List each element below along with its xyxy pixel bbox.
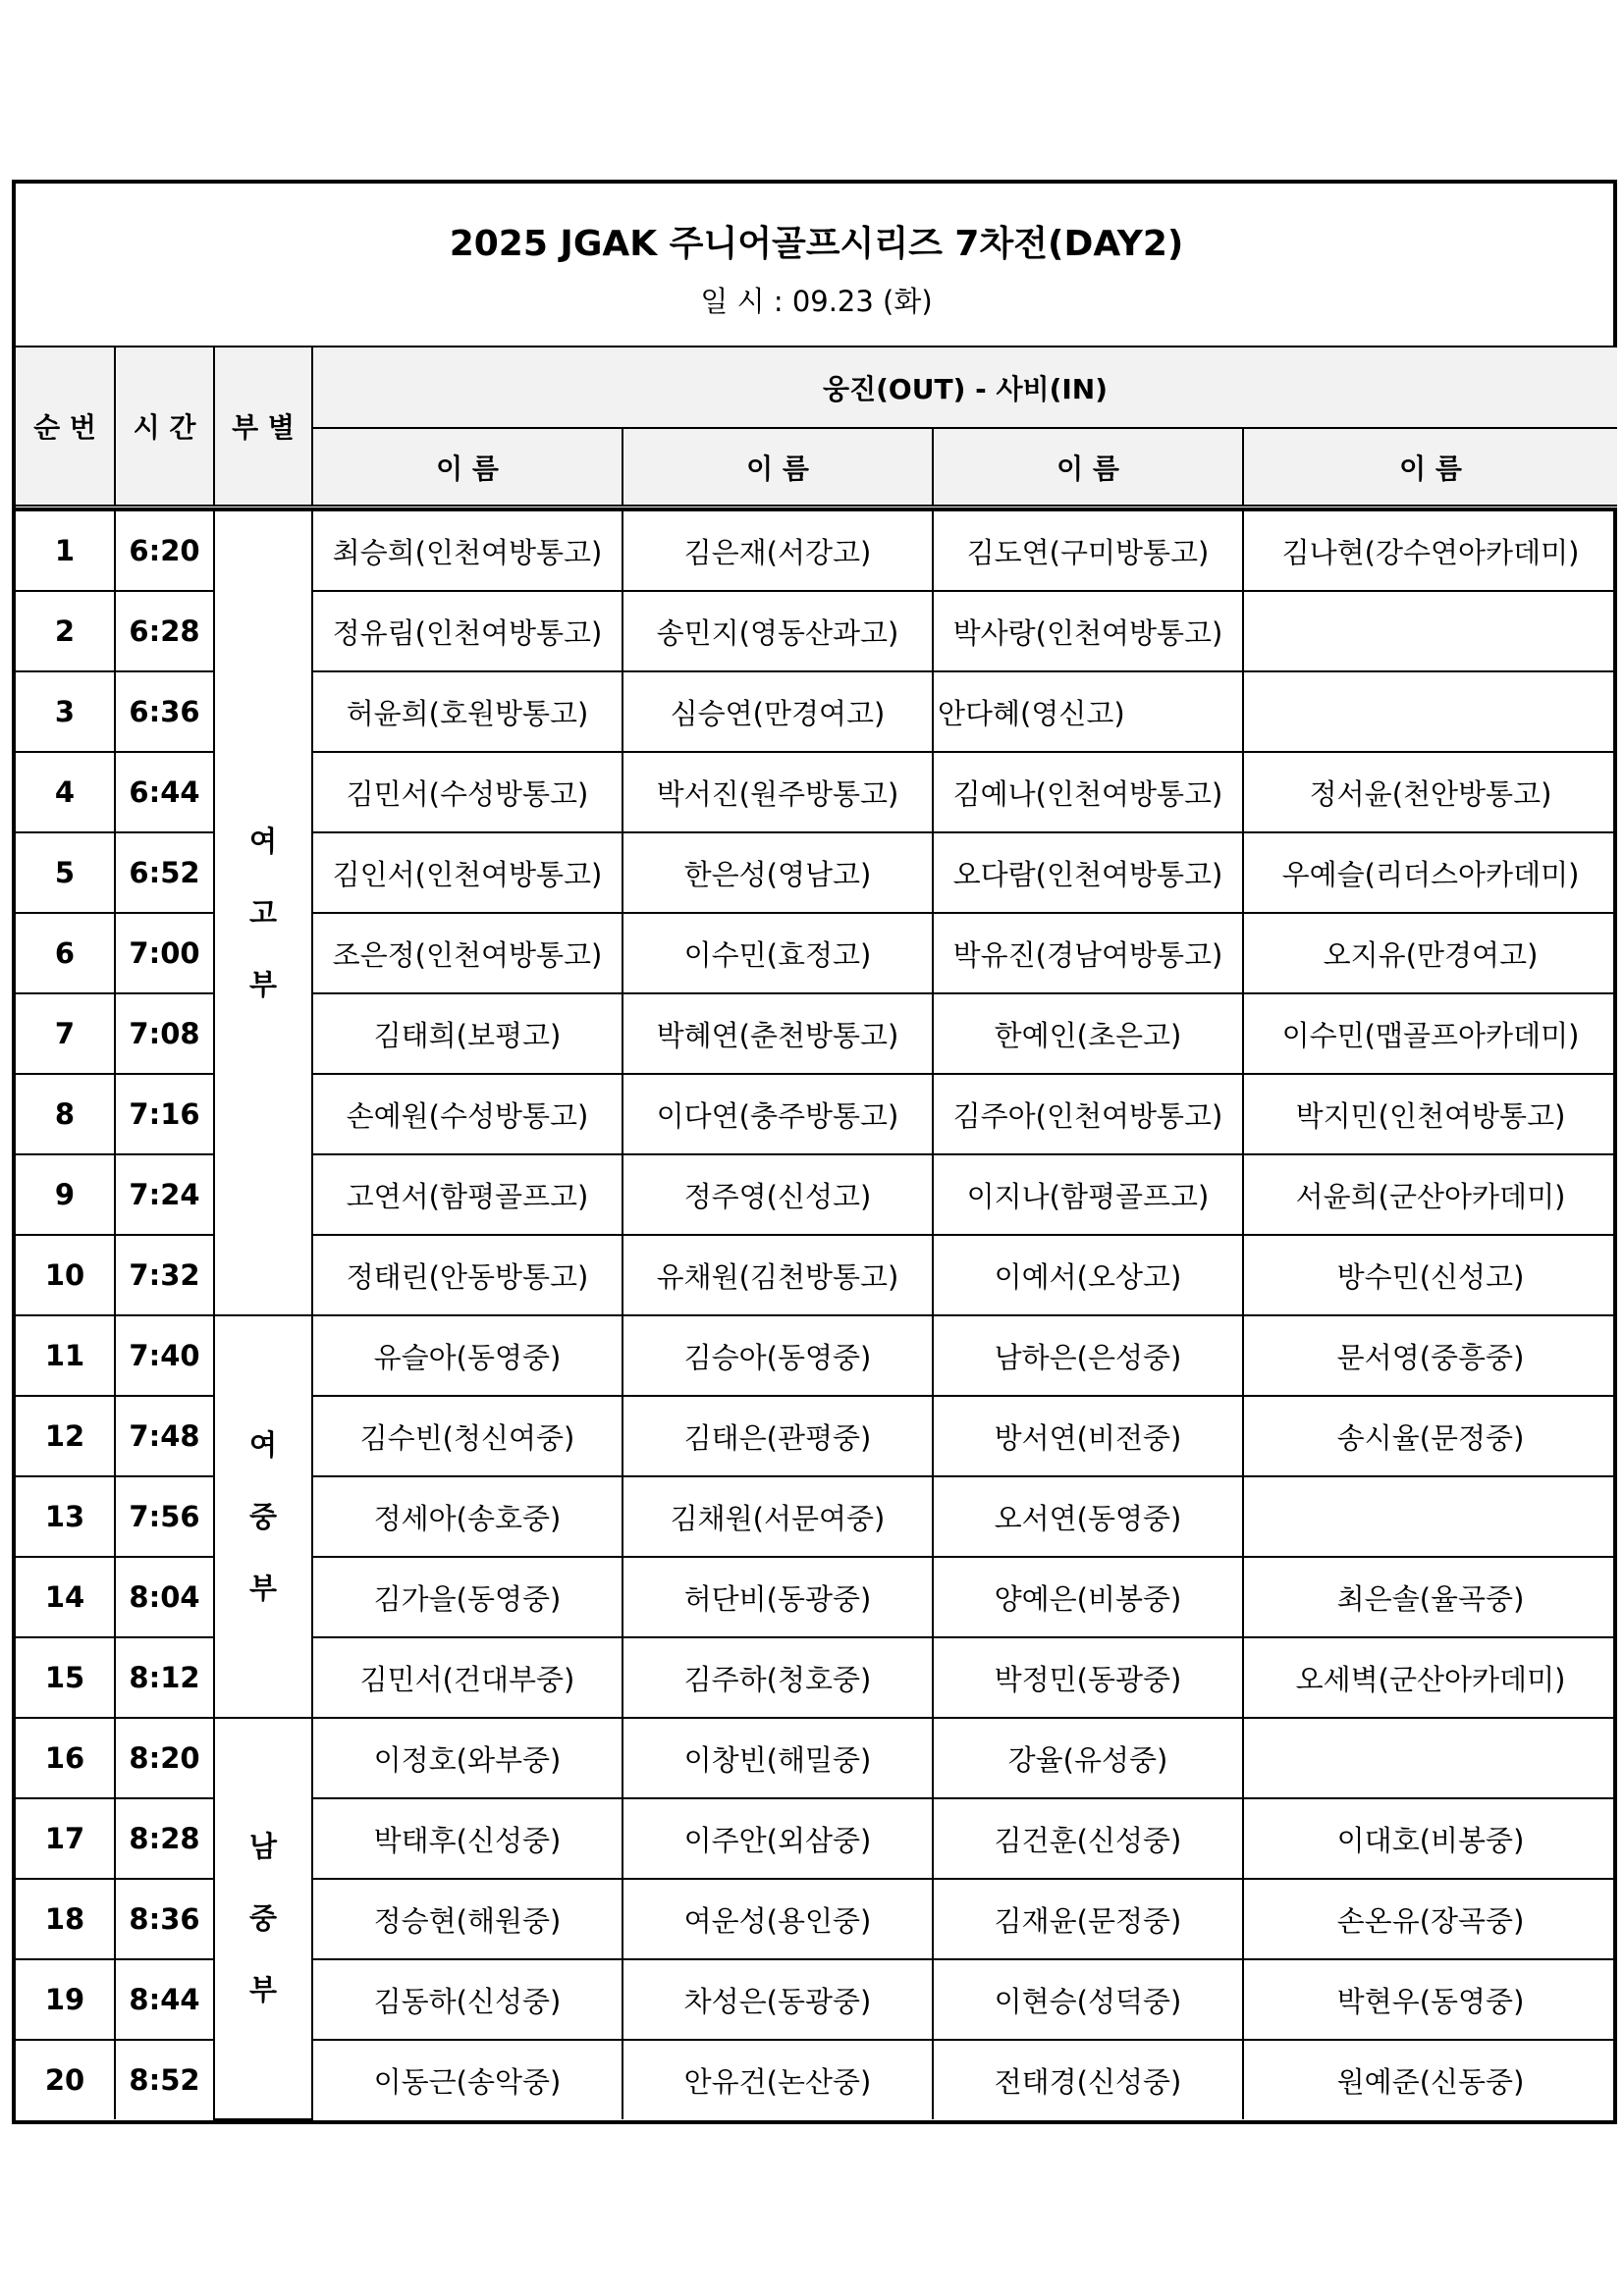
player-name: 김동하(신성중) <box>312 1959 623 2040</box>
tee-time: 7:48 <box>115 1396 214 1476</box>
player-name: 한예인(초은고) <box>933 993 1243 1074</box>
tee-time: 8:12 <box>115 1637 214 1718</box>
order-number: 18 <box>16 1879 115 1959</box>
header-division: 부 별 <box>214 347 312 507</box>
player-name: 송민지(영동산과고) <box>623 591 933 671</box>
player-name: 김인서(인천여방통고) <box>312 832 623 913</box>
player-name: 강율(유성중) <box>933 1718 1243 1798</box>
player-name: 오지유(만경여고) <box>1243 913 1617 993</box>
order-number: 17 <box>16 1798 115 1879</box>
header-name-3: 이 름 <box>933 428 1243 507</box>
player-name: 김나현(강수연아카데미) <box>1243 510 1617 591</box>
division-char: 부 <box>248 1571 277 1605</box>
player-name: 최은솔(율곡중) <box>1243 1557 1617 1637</box>
player-name: 박정민(동광중) <box>933 1637 1243 1718</box>
player-name: 김재윤(문정중) <box>933 1879 1243 1959</box>
player-name: 이수민(효정고) <box>623 913 933 993</box>
tee-time: 7:32 <box>115 1235 214 1315</box>
division-char: 부 <box>248 967 277 1001</box>
player-name: 송시율(문정중) <box>1243 1396 1617 1476</box>
player-name: 이주안(외삼중) <box>623 1798 933 1879</box>
player-name: 차성은(동광중) <box>623 1959 933 2040</box>
player-name <box>1243 671 1617 752</box>
division-char: 여 <box>248 824 277 858</box>
order-number: 1 <box>16 510 115 591</box>
division-label <box>214 510 312 1315</box>
player-name: 손예원(수성방통고) <box>312 1074 623 1154</box>
tee-time: 7:40 <box>115 1315 214 1396</box>
player-name: 오세벽(군산아카데미) <box>1243 1637 1617 1718</box>
player-name: 유채원(김천방통고) <box>623 1235 933 1315</box>
player-name: 안다혜(영신고) <box>933 671 1243 752</box>
player-name: 유슬아(동영중) <box>312 1315 623 1396</box>
player-name <box>1243 591 1617 671</box>
order-number: 13 <box>16 1476 115 1557</box>
order-number: 9 <box>16 1154 115 1235</box>
order-number: 20 <box>16 2040 115 2119</box>
player-name: 이수민(맵골프아카데미) <box>1243 993 1617 1074</box>
title-block <box>16 184 1617 347</box>
tee-time: 6:28 <box>115 591 214 671</box>
order-number: 6 <box>16 913 115 993</box>
table-body <box>16 510 1617 2119</box>
tee-time: 7:24 <box>115 1154 214 1235</box>
player-name: 이대호(비봉중) <box>1243 1798 1617 1879</box>
player-name: 김도연(구미방통고) <box>933 510 1243 591</box>
player-name: 최승희(인천여방통고) <box>312 510 623 591</box>
division-char: 남 <box>248 1830 277 1863</box>
order-number: 11 <box>16 1315 115 1396</box>
header-time: 시 간 <box>115 347 214 507</box>
player-name: 박지민(인천여방통고) <box>1243 1074 1617 1154</box>
tee-time: 6:52 <box>115 832 214 913</box>
player-name: 우예슬(리더스아카데미) <box>1243 832 1617 913</box>
tee-time: 6:44 <box>115 752 214 832</box>
order-number: 12 <box>16 1396 115 1476</box>
player-name: 양예은(비봉중) <box>933 1557 1243 1637</box>
player-name: 원예준(신동중) <box>1243 2040 1617 2119</box>
order-number: 19 <box>16 1959 115 2040</box>
division-char: 부 <box>248 1973 277 2006</box>
player-name: 김가을(동영중) <box>312 1557 623 1637</box>
player-name: 손온유(장곡중) <box>1243 1879 1617 1959</box>
tee-time: 6:20 <box>115 510 214 591</box>
division-char: 중 <box>248 1901 277 1935</box>
order-number: 15 <box>16 1637 115 1718</box>
player-name: 박유진(경남여방통고) <box>933 913 1243 993</box>
player-name: 박혜연(춘천방통고) <box>623 993 933 1074</box>
player-name: 방수민(신성고) <box>1243 1235 1617 1315</box>
player-name: 여운성(용인중) <box>623 1879 933 1959</box>
order-number: 2 <box>16 591 115 671</box>
tee-time: 8:20 <box>115 1718 214 1798</box>
player-name: 조은정(인천여방통고) <box>312 913 623 993</box>
player-name: 김주아(인천여방통고) <box>933 1074 1243 1154</box>
player-name: 문서영(중흥중) <box>1243 1315 1617 1396</box>
player-name: 이예서(오상고) <box>933 1235 1243 1315</box>
player-name: 허단비(동광중) <box>623 1557 933 1637</box>
table-row <box>16 1315 1617 1396</box>
player-name: 허윤희(호원방통고) <box>312 671 623 752</box>
player-name: 서윤희(군산아카데미) <box>1243 1154 1617 1235</box>
table-row <box>16 510 1617 591</box>
header-name-2: 이 름 <box>623 428 933 507</box>
player-name: 김은재(서강고) <box>623 510 933 591</box>
table-row <box>16 1718 1617 1798</box>
tee-time: 8:52 <box>115 2040 214 2119</box>
player-name: 안유건(논산중) <box>623 2040 933 2119</box>
header-name-4: 이 름 <box>1243 428 1617 507</box>
player-name: 김주하(청호중) <box>623 1637 933 1718</box>
player-name: 전태경(신성중) <box>933 2040 1243 2119</box>
player-name: 김민서(건대부중) <box>312 1637 623 1718</box>
schedule-sheet <box>12 180 1617 2124</box>
division-char: 고 <box>248 895 277 930</box>
order-number: 16 <box>16 1718 115 1798</box>
player-name: 김수빈(청신여중) <box>312 1396 623 1476</box>
player-name: 고연서(함평골프고) <box>312 1154 623 1235</box>
player-name: 박사랑(인천여방통고) <box>933 591 1243 671</box>
order-number: 10 <box>16 1235 115 1315</box>
tee-time: 7:16 <box>115 1074 214 1154</box>
player-name: 이현승(성덕중) <box>933 1959 1243 2040</box>
header-order: 순 번 <box>16 347 115 507</box>
order-number: 14 <box>16 1557 115 1637</box>
tee-time: 8:04 <box>115 1557 214 1637</box>
tee-time: 7:00 <box>115 913 214 993</box>
player-name: 남하은(은성중) <box>933 1315 1243 1396</box>
player-name: 박태후(신성중) <box>312 1798 623 1879</box>
header-course: 웅진(OUT) - 사비(IN) <box>312 347 1617 428</box>
tee-time: 8:36 <box>115 1879 214 1959</box>
player-name: 이지나(함평골프고) <box>933 1154 1243 1235</box>
player-name: 오서연(동영중) <box>933 1476 1243 1557</box>
order-number: 4 <box>16 752 115 832</box>
player-name: 김민서(수성방통고) <box>312 752 623 832</box>
player-name: 박서진(원주방통고) <box>623 752 933 832</box>
player-name <box>1243 1476 1617 1557</box>
player-name: 김건훈(신성중) <box>933 1798 1243 1879</box>
player-name: 정주영(신성고) <box>623 1154 933 1235</box>
player-name: 심승연(만경여고) <box>623 671 933 752</box>
player-name: 이정호(와부중) <box>312 1718 623 1798</box>
event-date: 일 시 : 09.23 (화) <box>700 284 933 318</box>
order-number: 5 <box>16 832 115 913</box>
player-name <box>1243 1718 1617 1798</box>
player-name: 정세아(송호중) <box>312 1476 623 1557</box>
page-title: 2025 JGAK 주니어골프시리즈 7차전(DAY2) <box>449 223 1184 264</box>
player-name: 김태은(관평중) <box>623 1396 933 1476</box>
division-char: 여 <box>248 1427 277 1462</box>
player-name: 김예나(인천여방통고) <box>933 752 1243 832</box>
player-name: 이창빈(해밀중) <box>623 1718 933 1798</box>
player-name: 이다연(충주방통고) <box>623 1074 933 1154</box>
tee-time: 7:08 <box>115 993 214 1074</box>
player-name: 김승아(동영중) <box>623 1315 933 1396</box>
player-name: 김채원(서문여중) <box>623 1476 933 1557</box>
player-name: 정서윤(천안방통고) <box>1243 752 1617 832</box>
order-number: 8 <box>16 1074 115 1154</box>
tee-time: 7:56 <box>115 1476 214 1557</box>
player-name: 방서연(비전중) <box>933 1396 1243 1476</box>
division-char: 중 <box>248 1499 277 1533</box>
player-name: 정유림(인천여방통고) <box>312 591 623 671</box>
tee-time: 8:28 <box>115 1798 214 1879</box>
header-name-1: 이 름 <box>312 428 623 507</box>
tee-time: 6:36 <box>115 671 214 752</box>
order-number: 7 <box>16 993 115 1074</box>
tee-time-table <box>16 184 1617 2120</box>
player-name: 정승현(해원중) <box>312 1879 623 1959</box>
player-name: 김태희(보평고) <box>312 993 623 1074</box>
player-name: 박현우(동영중) <box>1243 1959 1617 2040</box>
player-name: 오다람(인천여방통고) <box>933 832 1243 913</box>
tee-time: 8:44 <box>115 1959 214 2040</box>
division-label <box>214 1718 312 2119</box>
player-name: 이동근(송악중) <box>312 2040 623 2119</box>
player-name: 정태린(안동방통고) <box>312 1235 623 1315</box>
player-name: 한은성(영남고) <box>623 832 933 913</box>
division-label <box>214 1315 312 1718</box>
order-number: 3 <box>16 671 115 752</box>
